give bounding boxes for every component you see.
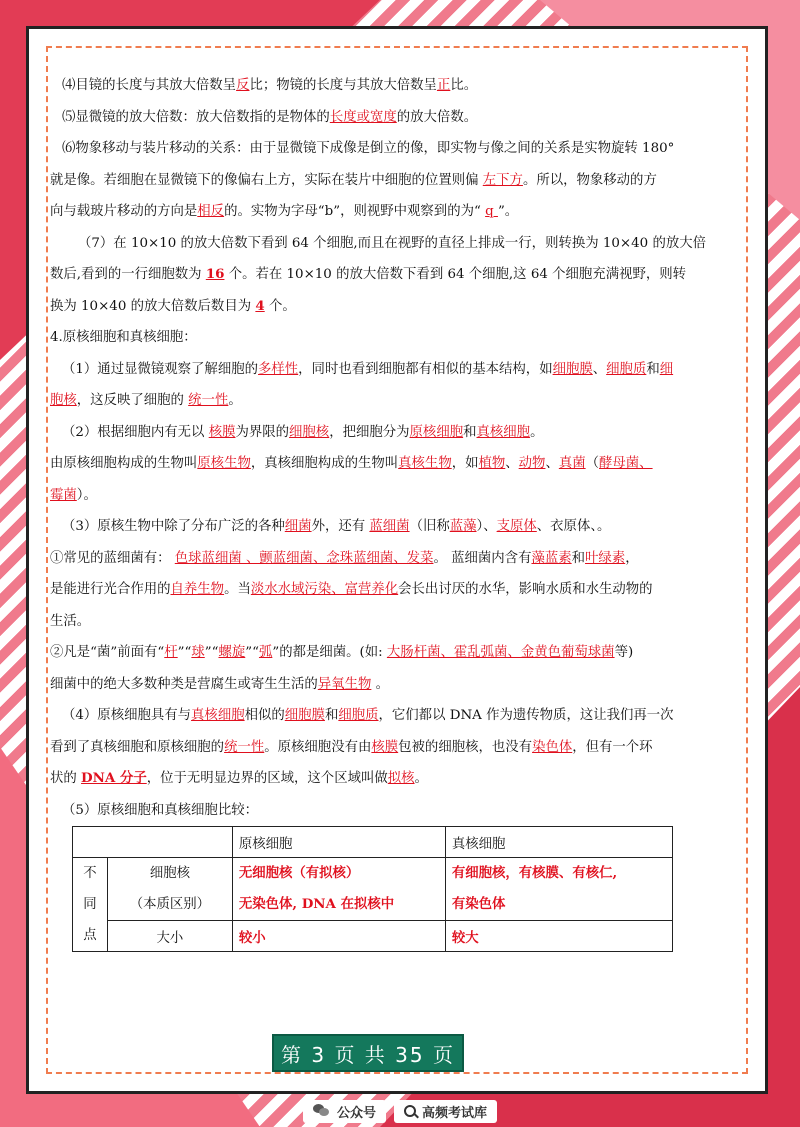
answer-text: 反 (236, 78, 250, 93)
row-label-line: 细胞核 (149, 866, 190, 881)
body-text: 等) (614, 645, 634, 660)
answer-text: 杆 (164, 645, 178, 660)
body-text: 、 (505, 456, 519, 471)
body-text: 的。实物为字母“b”，则视野中观察到的为“ (224, 204, 486, 219)
answer-text: 统一性 (224, 739, 265, 755)
body-text: ①常见的蓝细菌有： (50, 550, 175, 566)
body-text: 。 蓝细菌内含有 (433, 550, 532, 566)
wechat-icon (313, 1104, 331, 1118)
text-line (50, 385, 750, 417)
body-text: 会长出讨厌的水华，影响水质和水生动物的 (398, 582, 653, 597)
body-text: ”“ (245, 645, 259, 660)
table-cell: 较大 (445, 921, 672, 952)
answer-text: 霉菌 (50, 487, 77, 503)
body-text: 是能进行光合作用的 (50, 582, 171, 597)
body-text: 、衣原体、。 (536, 519, 611, 534)
text-line (50, 606, 750, 638)
group-label-char: 同 (83, 897, 97, 912)
answer-text: 细胞膜 (284, 708, 325, 723)
answer-text: 真核细胞 (476, 424, 531, 440)
table-header-eukaryote: 真核细胞 (445, 827, 672, 858)
footer-right-label: 高频考试库 (422, 1105, 488, 1121)
answer-text: 16 (205, 266, 225, 282)
text-line (50, 322, 750, 354)
body-text: 比；物镜的长度与其放大倍数呈 (249, 78, 437, 93)
body-text: （5）原核细胞和真核细胞比较： (62, 802, 258, 818)
answer-text: 真菌 (558, 456, 586, 471)
body-text: 为界限的 (235, 424, 290, 440)
body-text: 就是像。若细胞在显微镜下的像偏右上方，实际在装片中细胞的位置则偏 (50, 172, 483, 188)
answer-text: 淡水水域污染、富营养化 (250, 582, 399, 597)
table-header-empty (73, 827, 233, 858)
body-text: 看到了真核细胞和原核细胞的 (50, 739, 225, 755)
body-text: ⑹物象移动与装片移动的关系：由于显微镜下成像是倒立的像，即实物与像之间的关系是实物旋转 180° (62, 141, 675, 156)
body-text: ，但有一个环 (572, 739, 653, 755)
body-text: ⑸显微镜的放大倍数：放大倍数指的是物体的 (62, 109, 330, 125)
table-cell (232, 858, 445, 921)
body-text: ， (625, 550, 639, 566)
answer-text: 真核生物 (398, 456, 452, 471)
answer-text: 细胞膜 (552, 361, 593, 377)
cell-line: 有染色体 (451, 896, 506, 912)
body-text: （2）根据细胞内有无以 (62, 424, 209, 440)
body-text: （旧称 (409, 519, 450, 534)
answer-text: 螺旋 (218, 645, 246, 660)
text-line (50, 448, 750, 480)
answer-text: 长度或宽度 (329, 109, 397, 125)
footer-watermark (230, 1098, 570, 1124)
body-text: ，这反映了细胞的 (76, 393, 189, 408)
text-line (50, 669, 750, 701)
text-line (50, 133, 750, 165)
body-text: （7）在 10×10 的放大倍数下看到 64 个细胞,而且在视野的直径上排成一行，则转换为 10×40 的放大倍 (78, 235, 707, 251)
body-text: ”“ (204, 645, 219, 660)
text-line (50, 102, 750, 134)
body-text: 个。若在 10×10 的放大倍数下看到 64 个细胞,这 64 个细胞充满视野，则转 (224, 267, 687, 282)
answer-text: 正 (436, 78, 451, 93)
body-text: 状的 (50, 771, 82, 786)
table-cell: 较小 (232, 921, 445, 952)
text-line (50, 196, 750, 228)
answer-text: 左下方 (482, 172, 523, 188)
body-text: 数后,看到的一行细胞数为 (50, 267, 206, 282)
text-line (50, 417, 750, 449)
body-text: 。 (228, 393, 242, 408)
search-icon (404, 1105, 416, 1117)
body-text: ，真核细胞构成的生物叫 (250, 456, 399, 471)
footer-left-label: 公众号 (336, 1105, 376, 1121)
body-text: 。所以，物象移动的方 (522, 172, 657, 188)
table-row-label: 大小 (108, 921, 233, 952)
body-text: 外，还有 (311, 519, 370, 534)
text-line (50, 795, 750, 827)
answer-text: 弧 (258, 645, 273, 660)
answer-text: 原核细胞 (409, 424, 464, 440)
answer-text: 支原体 (496, 519, 537, 534)
body-text: 。原核细胞没有由 (264, 739, 372, 755)
body-text: 比。 (450, 78, 478, 93)
text-line (50, 480, 750, 512)
text-line (50, 259, 750, 291)
body-text: 和 (463, 424, 477, 440)
table-header-prokaryote: 原核细胞 (232, 827, 445, 858)
text-line (50, 228, 750, 260)
body-text: （1）通过显微镜观察了解细胞的 (62, 361, 258, 377)
body-text: 细菌中的绝大多数种类是营腐生或寄生生活的 (50, 676, 318, 692)
body-text: （4）原核细胞具有与 (62, 708, 192, 723)
cell-line: 有细胞核，有核膜、有核仁, (451, 865, 618, 881)
answer-text: 染色体 (532, 739, 573, 755)
body-text: 。 (371, 676, 390, 692)
body-text: 换为 10×40 的放大倍数后数目为 (50, 298, 256, 314)
answer-text: 真核细胞 (191, 708, 245, 723)
answer-text: q (485, 204, 498, 219)
text-line (50, 732, 750, 764)
body-text: 、 (545, 456, 559, 471)
answer-text: 统一性 (188, 393, 229, 408)
row-label-line: （本质区别） (129, 897, 211, 912)
body-text: ）。 (76, 487, 97, 503)
body-text: 相似的 (244, 708, 285, 723)
body-text: 。当 (224, 582, 251, 597)
body-text: 个。 (264, 298, 296, 314)
text-line (50, 354, 750, 386)
answer-text: 胞核 (50, 393, 77, 408)
body-text: 向与载玻片移动的方向是 (50, 204, 198, 219)
body-text: 生活。 (50, 613, 91, 629)
answer-text: 叶绿素 (585, 550, 626, 566)
text-line (50, 574, 750, 606)
answer-text: 细胞质 (606, 361, 647, 377)
body-text: （ (585, 456, 600, 471)
answer-text: 大肠杆菌、霍乱弧菌、金黄色葡萄球菌 (386, 645, 615, 660)
table-cell (445, 858, 672, 921)
body-text: 的放大倍数。 (396, 109, 478, 125)
table-group-label (73, 858, 108, 952)
answer-text: 植物 (478, 456, 506, 471)
body-text: 和 (324, 708, 339, 723)
body-text: ，如 (451, 456, 479, 471)
answer-text: 细菌 (284, 519, 312, 534)
body-text: ，同时也看到细胞都有相似的基本结构，如 (298, 361, 553, 377)
text-line (50, 543, 750, 575)
text-line (50, 700, 750, 732)
body-text: ，位于无明显边界的区域，这个区域叫做 (146, 771, 388, 786)
answer-text: 多样性 (258, 361, 299, 377)
cell-line: 无细胞核（有拟核） (238, 865, 360, 881)
text-line (50, 70, 750, 102)
body-text: ”“ (177, 645, 192, 660)
answer-text: 球 (191, 645, 205, 660)
table-row-label (108, 858, 233, 921)
answer-text: 动物 (518, 456, 546, 471)
body-text: ”的都是细菌。(如: (272, 645, 387, 660)
text-line (50, 511, 750, 543)
body-text: 。 (414, 771, 428, 786)
answer-text: 4 (255, 297, 265, 314)
body-text: 包被的细胞核，也没有 (398, 739, 533, 755)
body-text: 4.原核细胞和真核细胞： (50, 330, 197, 345)
answer-text: 原核生物 (197, 456, 251, 471)
answer-text: 核膜 (208, 424, 236, 440)
text-line (50, 291, 750, 323)
body-text: ，把细胞分为 (329, 424, 410, 440)
answer-text: 细胞质 (338, 708, 379, 723)
answer-text: 拟核 (387, 771, 415, 786)
body-text: 和 (646, 361, 660, 377)
body-text: （3）原核生物中除了分布广泛的各种 (62, 519, 285, 534)
answer-text: 核膜 (371, 739, 399, 755)
page-number-badge: 第 3 页 共 35 页 (272, 1034, 464, 1072)
group-label-char: 点 (83, 928, 97, 943)
answer-text: 自养生物 (170, 582, 225, 597)
cell-line: 无染色体, DNA 在拟核中 (238, 896, 395, 912)
answer-text: DNA 分子 (81, 770, 147, 786)
body-text: ）、 (476, 519, 497, 534)
body-text: 由原核细胞构成的生物叫 (50, 456, 198, 471)
text-line (50, 637, 750, 669)
group-label-char: 不 (83, 866, 97, 881)
wechat-tag (303, 1100, 386, 1123)
answer-text: 酵母菌、 (599, 456, 653, 471)
body-text: ”。 (497, 204, 519, 219)
document-body (50, 70, 750, 826)
text-line (50, 763, 750, 795)
answer-text: 异氧生物 (317, 676, 372, 692)
body-text: ⑷目镜的长度与其放大倍数呈 (62, 78, 237, 93)
body-text: ，它们都以 DNA 作为遗传物质，这让我们再一次 (378, 708, 674, 723)
answer-text: 色球蓝细菌 、颤蓝细菌、念珠蓝细菌、发菜 (174, 550, 434, 566)
answer-text: 细胞核 (289, 424, 330, 440)
answer-text: 细 (659, 361, 674, 377)
text-line (50, 165, 750, 197)
body-text: 和 (571, 550, 586, 566)
body-text: 。 (530, 424, 544, 440)
search-tag (394, 1100, 497, 1123)
comparison-table (72, 826, 673, 952)
body-text: 、 (592, 361, 607, 377)
answer-text: 蓝细菌 (369, 519, 410, 534)
answer-text: 藻蓝素 (531, 550, 572, 566)
answer-text: 蓝藻 (449, 519, 477, 534)
body-text: ②凡是“菌”前面有“ (50, 645, 165, 660)
answer-text: 相反 (197, 204, 225, 219)
